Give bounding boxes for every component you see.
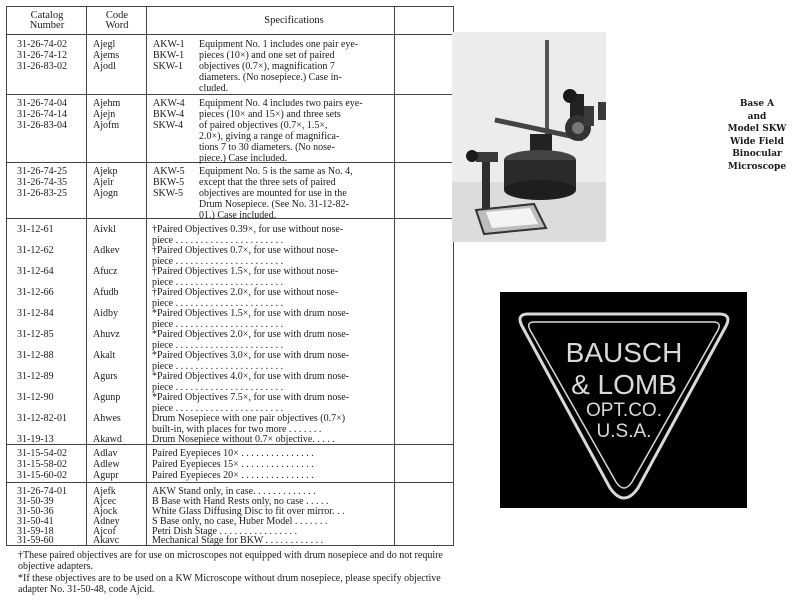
table-row: [7, 287, 453, 309]
catalog-number: 31-12-90: [17, 392, 54, 403]
code-word: Ajcec: [93, 496, 117, 507]
table-row: [7, 470, 453, 484]
microscope-illustration: [452, 32, 606, 242]
item-spec: Drum Nosepiece with one pair objectives (0.7×) built-in, with places for two more . . . . . . .: [152, 413, 346, 435]
logo-emblem: [500, 292, 747, 508]
equipment-group-1: [7, 35, 453, 95]
catalog-number: 31-26-74-02: [17, 39, 67, 50]
catalog-number: 31-15-58-02: [17, 459, 67, 470]
item-spec: White Glass Diffusing Disc to fit over mirror. . .: [152, 506, 345, 517]
catalog-number: 31-12-85: [17, 329, 54, 340]
code-word: Adlew: [93, 459, 120, 470]
code-word: Adkev: [93, 245, 120, 256]
table-row: [7, 266, 453, 288]
table-row: [7, 308, 453, 330]
table-row: [7, 350, 453, 372]
code-word: Akalt: [93, 350, 116, 361]
caption-line: Binocular: [732, 149, 782, 159]
item-spec: Paired Eyepieces 15× . . . . . . . . . . . . . . .: [152, 459, 314, 470]
catalog-number: 31-26-83-02: [17, 61, 67, 72]
code-word: Afudb: [93, 287, 119, 298]
code-word: Ajekp: [93, 166, 118, 177]
code-word: Afucz: [93, 266, 118, 277]
logo-line-1: BAUSCH: [565, 337, 683, 368]
catalog-number: 31-15-60-02: [17, 470, 67, 481]
item-spec: †Paired Objectives 0.39×, for use without nose- piece . . . . . . . . . . . . . . . . . . . . . .: [152, 224, 344, 246]
table-row: [7, 434, 453, 445]
catalog-number: 31-12-82-01: [17, 413, 67, 424]
catalog-table: [6, 6, 454, 546]
code-word: Adlav: [93, 448, 118, 459]
equipment-spec: Equipment No. 5 is the same as No. 4, except that the three sets of paired objectives are mounted for use in the Drum Nosepiece. (See No. 31-12-82- 01.) Case included.: [199, 166, 353, 221]
table-row: [7, 413, 453, 435]
code-word: Agunp: [93, 392, 121, 403]
photo-caption: [718, 98, 796, 173]
code-word: Ajodl: [93, 61, 116, 72]
catalog-number: 31-59-60: [17, 535, 54, 546]
code-word: Akawd: [93, 434, 122, 445]
footnote-dagger: †These paired objectives are for use on microscopes not equipped with drum nosepiece and do not require objective adapters.: [18, 550, 443, 572]
microscope-photo: [452, 32, 606, 242]
catalog-number: 31-12-66: [17, 287, 54, 298]
code-word: Agupr: [93, 470, 119, 481]
code-word: Ahwes: [93, 413, 121, 424]
model-code: BKW-1: [153, 50, 185, 61]
table-row: [7, 224, 453, 246]
table-row: [7, 371, 453, 393]
catalog-number: 31-26-83-25: [17, 188, 67, 199]
caption-line: Wide Field: [730, 136, 784, 147]
catalog-number: 31-50-41: [17, 516, 54, 527]
code-word: Ajems: [93, 50, 120, 61]
code-word: Agurs: [93, 371, 118, 382]
model-code: AKW-4: [153, 98, 185, 109]
item-spec: *Paired Objectives 4.0×, for use with drum nose- piece . . . . . . . . . . . . . . . . . . . . . .: [152, 371, 349, 393]
code-word: Ajogn: [93, 188, 118, 199]
catalog-number: 31-50-36: [17, 506, 54, 517]
catalog-number: 31-12-61: [17, 224, 54, 235]
table-row: [7, 392, 453, 414]
model-code: AKW-1: [153, 39, 185, 50]
logo-line-4: U.S.A.: [596, 421, 652, 442]
code-word: Ajefk: [93, 486, 116, 497]
item-spec: S Base only, no case, Huber Model . . . . . . .: [152, 516, 328, 527]
caption-line: Microscope: [727, 161, 787, 172]
footnotes: [18, 550, 458, 596]
table-row: [7, 329, 453, 351]
catalog-number: 31-26-74-35: [17, 177, 67, 188]
model-code: SKW-5: [153, 188, 183, 199]
eyepieces-group: [7, 445, 453, 483]
catalog-number: 31-26-83-04: [17, 120, 67, 131]
catalog-number: 31-26-74-14: [17, 109, 67, 120]
logo-line-3: OPT.CO.: [585, 400, 663, 421]
caption-line: and: [747, 111, 767, 122]
item-spec: *Paired Objectives 2.0×, for use with drum nose- piece . . . . . . . . . . . . . . . . . . . . . .: [152, 329, 349, 351]
catalog-number: 31-26-74-04: [17, 98, 67, 109]
model-code: SKW-4: [153, 120, 183, 131]
caption-line: Base A: [739, 99, 775, 109]
code-word: Ajegl: [93, 39, 116, 50]
item-spec: *Paired Objectives 1.5×, for use with drum nose- piece . . . . . . . . . . . . . . . . . . . . . .: [152, 308, 349, 330]
code-word: Ajcof: [93, 526, 116, 537]
code-word-header: Code Word: [105, 10, 129, 31]
model-code: SKW-1: [153, 61, 183, 72]
equipment-spec: Equipment No. 1 includes one pair eye- pieces (10×) and one set of paired objectives (0.7×), magnification 7 diameters. (No nosepiece.) Case in- cluded.: [199, 39, 359, 94]
item-spec: Drum Nosepiece without 0.7× objective. . . . .: [152, 434, 335, 445]
equipment-group-5: [7, 163, 453, 219]
catalog-number: 31-26-74-12: [17, 50, 67, 61]
catalog-number: 31-12-64: [17, 266, 54, 277]
model-code: AKW-5: [153, 166, 185, 177]
catalog-number: 31-26-74-25: [17, 166, 67, 177]
footnote-asterisk: *If these objectives are to be used on a KW Microscope without drum nosepiece, please specify objective adapter No. 31-50-48, code Ajcid.: [18, 573, 441, 595]
item-spec: B Base with Hand Rests only, no case . . . . .: [152, 496, 329, 507]
logo-line-2: & LOMB: [571, 369, 677, 400]
catalog-number: 31-19-13: [17, 434, 54, 445]
item-spec: *Paired Objectives 3.0×, for use with drum nose- piece . . . . . . . . . . . . . . . . . . . . . .: [152, 350, 349, 372]
item-spec: AKW Stand only, in case. . . . . . . . . . . . .: [152, 486, 316, 497]
specifications-header: Specifications: [264, 15, 324, 26]
catalog-number: 31-26-74-01: [17, 486, 67, 497]
catalog-number: 31-59-18: [17, 526, 54, 537]
item-spec: Petri Dish Stage . . . . . . . . . . . . . . . .: [152, 526, 297, 537]
code-word: Aivkl: [93, 224, 116, 235]
item-spec: Mechanical Stage for BKW . . . . . . . . . . . .: [152, 535, 324, 546]
code-word: Adney: [93, 516, 120, 527]
catalog-number: 31-15-54-02: [17, 448, 67, 459]
code-word: Ajejn: [93, 109, 116, 120]
table-row: [7, 245, 453, 267]
catalog-number: 31-12-88: [17, 350, 54, 361]
accessories-group: [7, 483, 453, 545]
code-word: Aidby: [93, 308, 118, 319]
item-spec: †Paired Objectives 2.0×, for use without nose- piece . . . . . . . . . . . . . . . . . . . . . .: [152, 287, 339, 309]
code-word: Ajelr: [93, 177, 114, 188]
code-word: Akavc: [93, 535, 120, 546]
item-spec: †Paired Objectives 1.5×, for use without nose- piece . . . . . . . . . . . . . . . . . . . . . .: [152, 266, 339, 288]
catalog-number: 31-12-89: [17, 371, 54, 382]
code-word: Ajofm: [93, 120, 120, 131]
table-header: [7, 7, 453, 35]
bausch-lomb-logo: [500, 292, 747, 508]
model-code: BKW-4: [153, 109, 185, 120]
catalog-number-header: Catalog Number: [29, 10, 65, 31]
model-code: BKW-5: [153, 177, 185, 188]
catalog-number: 31-12-62: [17, 245, 54, 256]
code-word: Ajehm: [93, 98, 121, 109]
item-spec: *Paired Objectives 7.5×, for use with drum nose- piece . . . . . . . . . . . . . . . . . . . . . .: [152, 392, 349, 414]
item-spec: †Paired Objectives 0.7×, for use without nose- piece . . . . . . . . . . . . . . . . . . . . . .: [152, 245, 339, 267]
code-word: Ajock: [93, 506, 118, 517]
catalog-number: 31-50-39: [17, 496, 54, 507]
equipment-spec: Equipment No. 4 includes two pairs eye- pieces (10× and 15×) and three sets of paired objectives (0.7×, 1.5×, 2.0×), giving a range of magnifica- tions 7 to 30 diameters. (No nose- piece.) Case included.: [199, 98, 363, 164]
table-row: [7, 535, 453, 549]
catalog-number: 31-12-84: [17, 308, 54, 319]
equipment-group-4: [7, 95, 453, 163]
item-spec: Paired Eyepieces 20× . . . . . . . . . . . . . . .: [152, 470, 314, 481]
code-word: Ahuvz: [93, 329, 120, 340]
objectives-group: [7, 219, 453, 445]
caption-line: Model SKW: [727, 124, 787, 134]
item-spec: Paired Eyepieces 10× . . . . . . . . . . . . . . .: [152, 448, 314, 459]
